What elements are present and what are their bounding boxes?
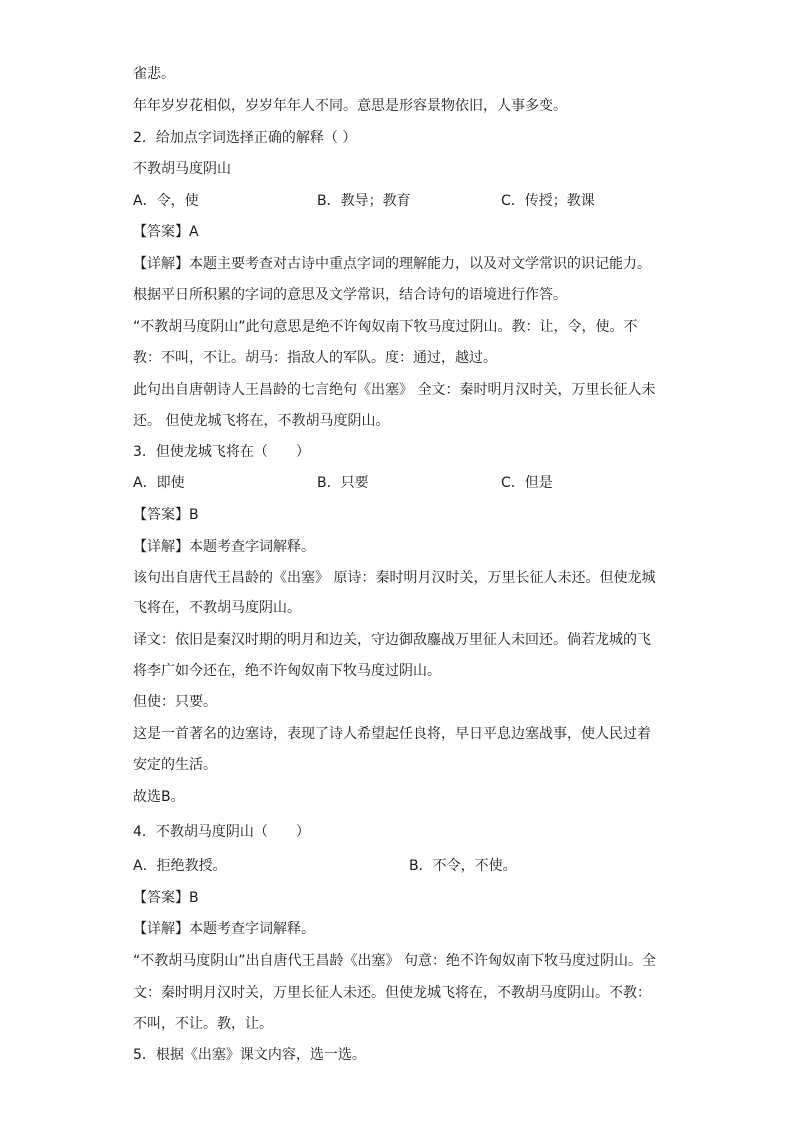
question-2-options: [0, 191, 794, 211]
text-line: 年年岁岁花相似，岁岁年年人不同。意思是形容景物依旧，人事多变。: [133, 98, 567, 114]
text-line: 文：秦时明月汉时关，万里长征人未还。但使龙城飞将在，不教胡马度阴山。不教：: [133, 985, 651, 1001]
text-line: 飞将在，不教胡马度阴山。: [133, 600, 301, 616]
option-a: A．令，使: [133, 193, 199, 209]
text-line: 安定的生活。: [133, 757, 217, 773]
text-line: 不叫，不让。教，让。: [133, 1016, 273, 1032]
option-c: C．但是: [501, 475, 553, 491]
explanation-line: 【详解】本题主要考查对古诗中重点字词的理解能力，以及对文学常识的识记能力。: [133, 256, 651, 272]
text-line: 这是一首著名的边塞诗，表现了诗人希望起任良将，早日平息边塞战事，使人民过着: [133, 726, 651, 742]
question-2: 2．给加点字词选择正确的解释（ ）: [133, 130, 357, 146]
question-3-options: [0, 473, 794, 493]
option-a: A．即使: [133, 475, 185, 491]
answer-line: 【答案】B: [133, 890, 199, 906]
option-b: B．只要: [317, 475, 369, 491]
text-line: 雀悲。: [133, 66, 175, 82]
option-a: A．拒绝教授。: [133, 858, 227, 874]
option-b: B．不令，不使。: [409, 858, 517, 874]
text-line: 还。 但使龙城飞将在，不教胡马度阴山。: [133, 413, 390, 429]
text-line: 根据平日所积累的字词的意思及文学常识，结合诗句的语境进行作答。: [133, 287, 567, 303]
text-line: 教：不叫，不让。胡马：指敌人的军队。度：通过，越过。: [133, 350, 497, 366]
question-4: 4．不教胡马度阴山（ ）: [133, 824, 310, 840]
question-3: 3．但使龙城飞将在（ ）: [133, 444, 310, 460]
answer-line: 【答案】A: [133, 224, 199, 240]
text-line: 此句出自唐朝诗人王昌龄的七言绝句《出塞》 全文：秦时明月汉时关，万里长征人未: [133, 382, 656, 398]
answer-line: 【答案】B: [133, 507, 199, 523]
question-5: 5．根据《出塞》课文内容，选一选。: [133, 1047, 366, 1063]
text-line: 但使：只要。: [133, 694, 217, 710]
explanation-line: 【详解】本题考查字词解释。: [133, 539, 315, 555]
question-4-options: [0, 856, 794, 876]
text-line: 译文：依旧是秦汉时期的明月和边关，守边御敌鏖战万里征人未回还。倘若龙城的飞: [133, 632, 651, 648]
option-c: C．传授；教课: [501, 193, 595, 209]
text-line: 故选B。: [133, 789, 185, 805]
text-line: 不教胡马度阴山: [133, 161, 231, 177]
option-b: B．教导；教育: [317, 193, 411, 209]
text-line: “不教胡马度阴山”此句意思是绝不许匈奴南下牧马度过阴山。教：让，令，使。不: [133, 319, 638, 335]
explanation-line: 【详解】本题考查字词解释。: [133, 921, 315, 937]
text-line: 该句出自唐代王昌龄的《出塞》 原诗：秦时明月汉时关，万里长征人未还。但使龙城: [133, 570, 656, 586]
text-line: 将李广如今还在，绝不许匈奴南下牧马度过阴山。: [133, 663, 441, 679]
text-line: “不教胡马度阴山”出自唐代王昌龄《出塞》 句意：绝不许匈奴南下牧马度过阴山。全: [133, 953, 656, 969]
